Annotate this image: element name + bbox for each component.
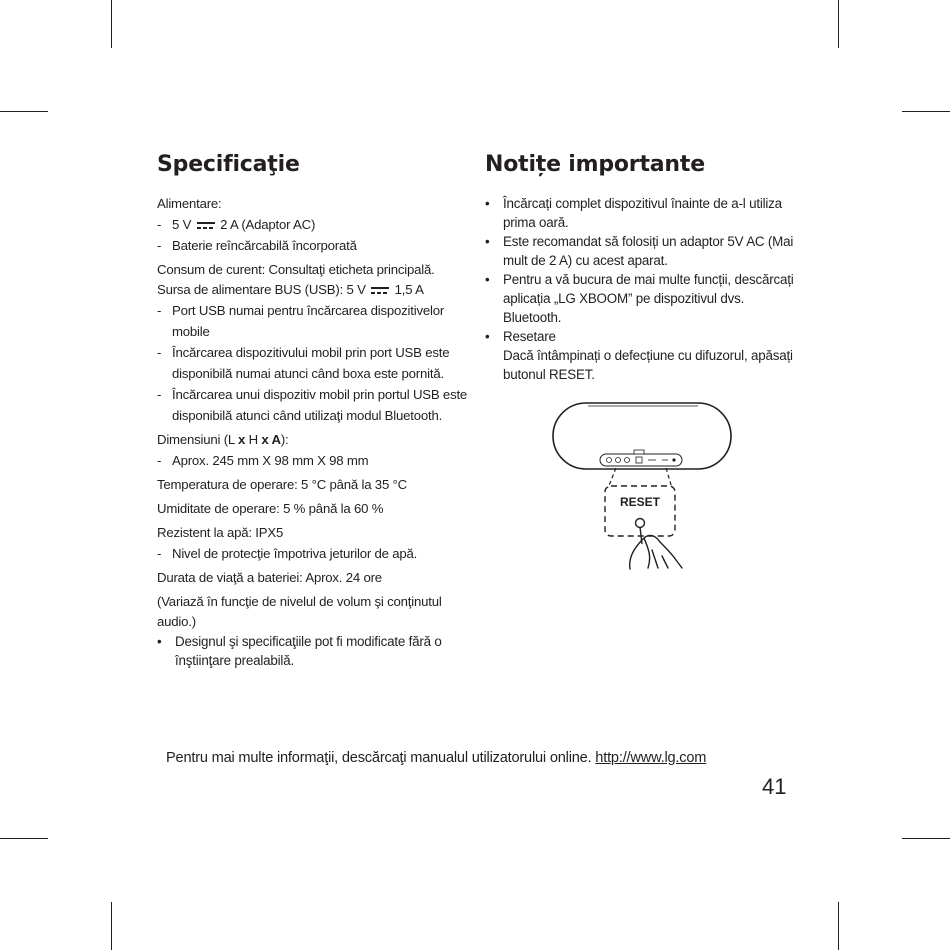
list-item: - Încărcarea dispozitivului mobil prin port USB este disponibilă numai atunci când boxa este pornită. bbox=[157, 345, 450, 381]
crop-mark bbox=[0, 838, 48, 839]
section-title-important-notes: Notițe importante bbox=[485, 152, 705, 177]
list-item: - Nivel de protecţie împotriva jeturilor de apă. bbox=[157, 546, 418, 561]
list-item: - Încărcarea unui dispozitiv mobil prin portul USB este disponibilă atunci când utilizaţi modul Bluetooth. bbox=[157, 387, 468, 423]
consumption-line: Consum de curent: Consultaţi eticheta principală. bbox=[157, 262, 435, 277]
bus-line: Sursa de alimentare BUS (USB): 5 V 1,5 A bbox=[157, 282, 424, 297]
hand-icon bbox=[630, 535, 682, 569]
reset-button-icon bbox=[636, 519, 645, 528]
footer-note: Pentru mai multe informaţii, descărcaţi manualul utilizatorului online. http://www.lg.com bbox=[166, 750, 707, 766]
control-panel bbox=[600, 454, 682, 466]
crop-mark bbox=[111, 0, 112, 48]
battery-life-line: Durata de viaţă a bateriei: Aprox. 24 ore bbox=[157, 570, 382, 585]
important-notes-column bbox=[485, 150, 797, 384]
list-item: • Pentru a vă bucura de mai multe funcții, descărcați aplicația „LG XBOOM” pe dispozitivul dvs. Bluetooth. bbox=[485, 272, 794, 325]
dimensions-heading: Dimensiuni (L x H x A): bbox=[157, 432, 289, 447]
speaker-reset-illustration bbox=[548, 398, 738, 578]
list-item: - 5 V 2 A (Adaptor AC) bbox=[157, 217, 316, 232]
lg-website-link[interactable]: http://www.lg.com bbox=[595, 750, 707, 766]
dc-symbol-icon bbox=[196, 221, 216, 230]
crop-mark bbox=[838, 0, 839, 48]
temperature-line: Temperatura de operare: 5 °C până la 35 °C bbox=[157, 477, 407, 492]
water-resistance-line: Rezistent la apă: IPX5 bbox=[157, 525, 284, 540]
battery-note: (Variază în funcţie de nivelul de volum şi conţinutul audio.) bbox=[157, 594, 442, 629]
dc-symbol-icon bbox=[370, 286, 390, 295]
crop-mark bbox=[902, 111, 950, 112]
specification-column bbox=[157, 150, 469, 670]
list-item: • Încărcați complet dispozitivul înainte de a-l utiliza prima oară. bbox=[485, 196, 782, 230]
reset-instructions: Dacă întâmpinați o defecțiune cu difuzorul, apăsați butonul RESET. bbox=[503, 348, 793, 382]
crop-mark bbox=[0, 111, 48, 112]
list-item: • Este recomandat să folosiți un adaptor 5V AC (Mai mult de 2 A) cu acest aparat. bbox=[485, 234, 794, 268]
crop-mark bbox=[838, 902, 839, 950]
reset-label: RESET bbox=[619, 495, 661, 509]
section-title-specification: Specificaţie bbox=[157, 152, 300, 177]
crop-mark bbox=[111, 902, 112, 950]
list-item: • Designul şi specificaţiile pot fi modificate fără o înştiinţare prealabilă. bbox=[157, 634, 442, 668]
power-heading: Alimentare: bbox=[157, 196, 222, 211]
list-item: - Aprox. 245 mm X 98 mm X 98 mm bbox=[157, 453, 369, 468]
list-item: - Baterie reîncărcabilă încorporată bbox=[157, 238, 357, 253]
list-item: • Resetare bbox=[485, 329, 556, 344]
crop-mark bbox=[902, 838, 950, 839]
humidity-line: Umiditate de operare: 5 % până la 60 % bbox=[157, 501, 384, 516]
page-number: 41 bbox=[762, 774, 787, 799]
list-item: - Port USB numai pentru încărcarea dispozitivelor mobile bbox=[157, 303, 445, 339]
